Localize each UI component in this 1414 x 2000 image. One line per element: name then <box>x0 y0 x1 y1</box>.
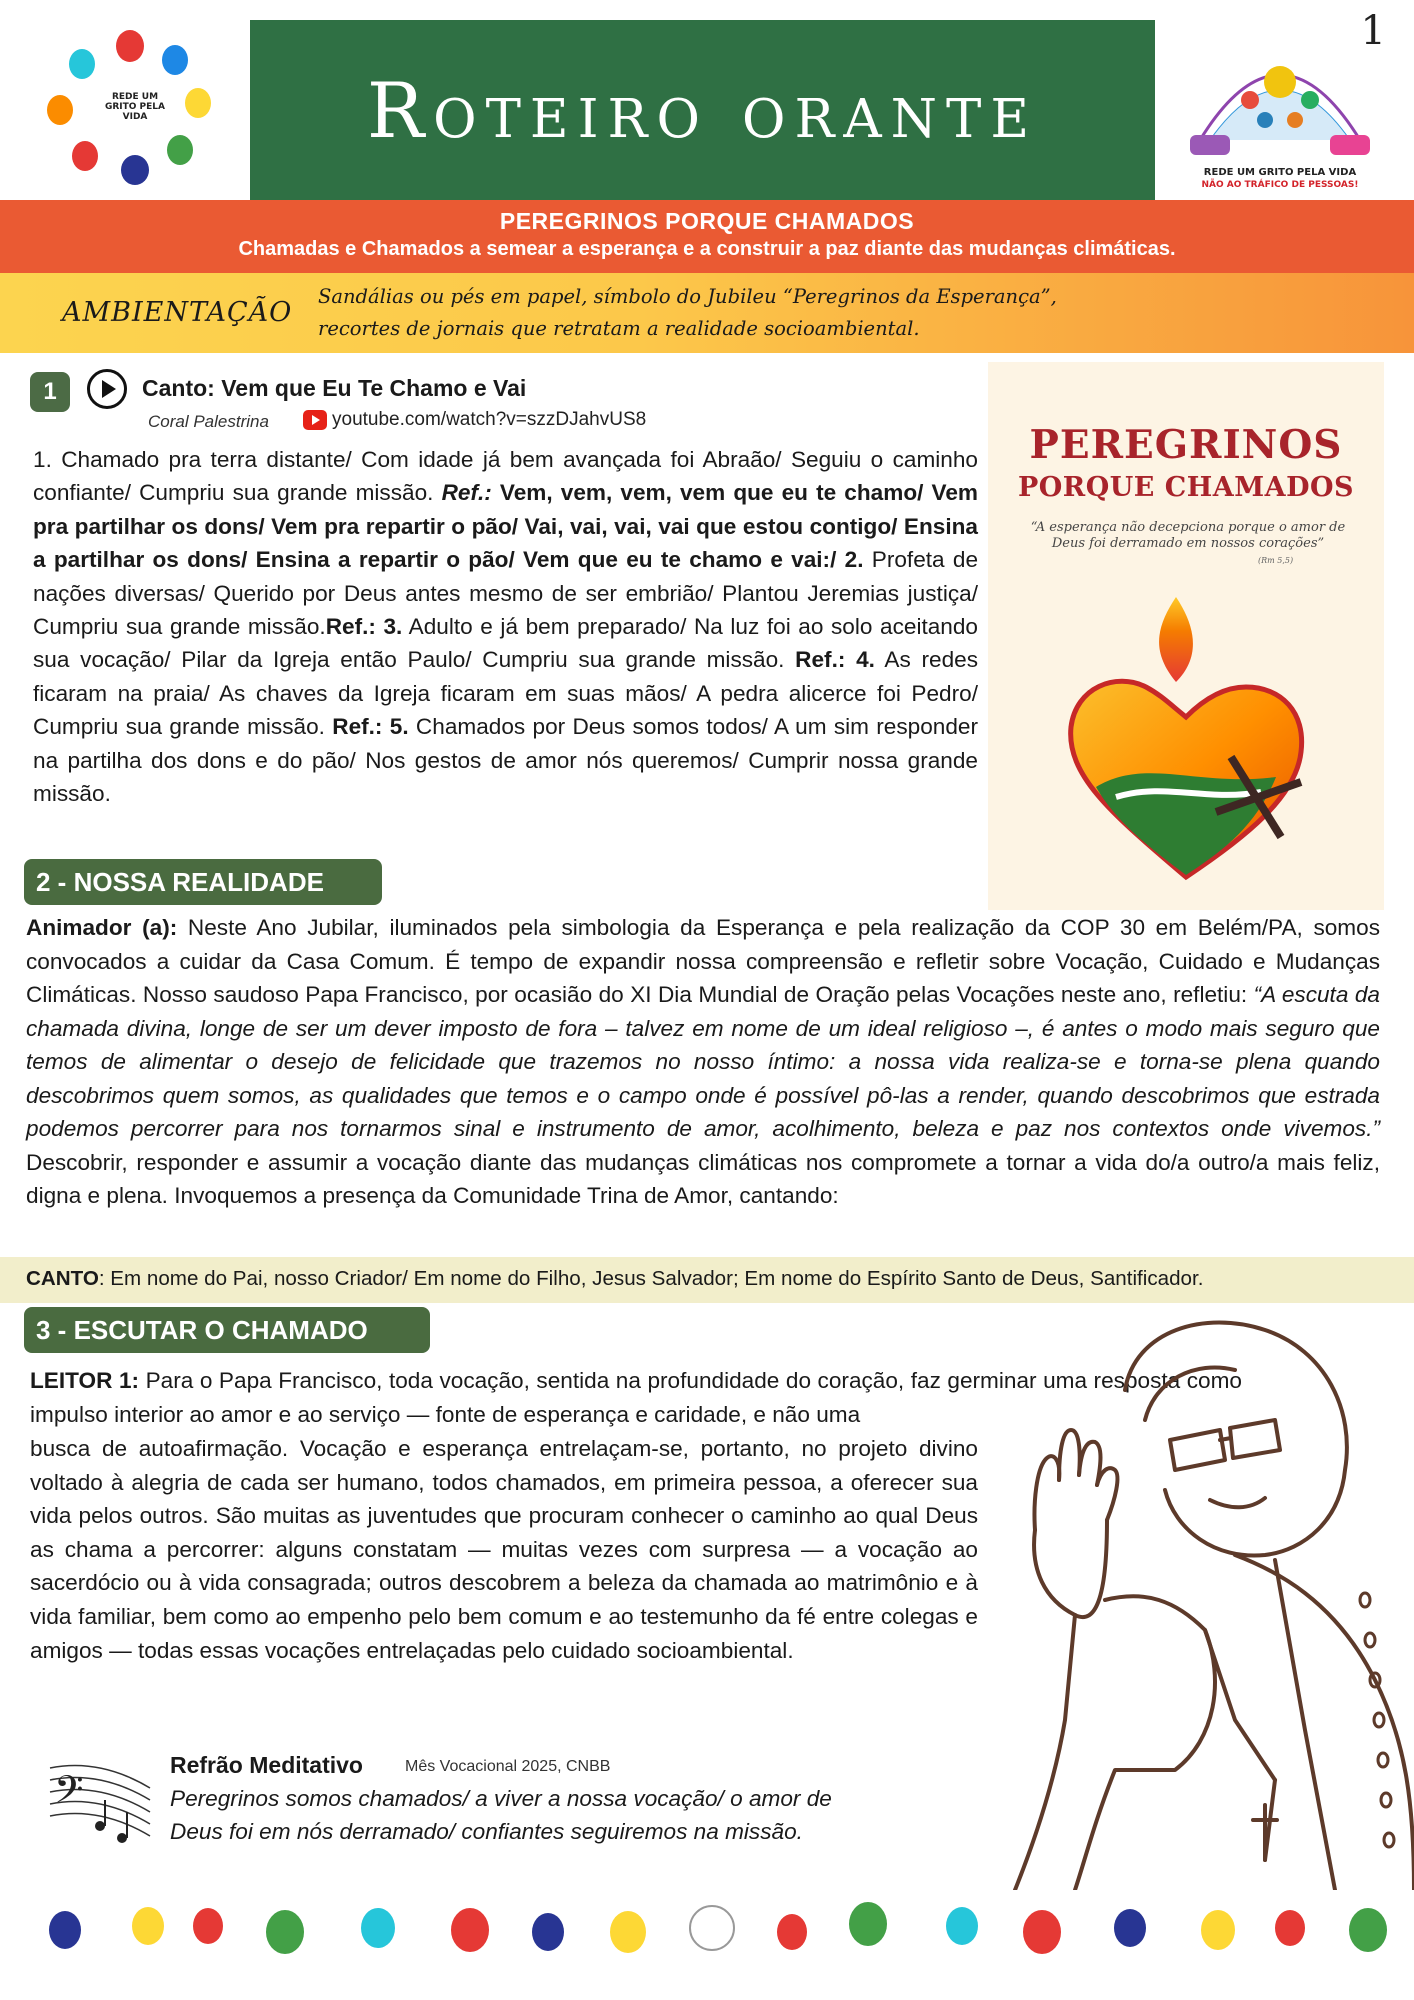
heart-flame-icon <box>1056 587 1316 887</box>
page-number: 1 <box>1360 8 1386 54</box>
refrao-line-2: Deus foi em nós derramado/ confiantes seguiremos na missão. <box>170 1819 803 1844</box>
pope-francis-drawing <box>975 1300 1414 1890</box>
refrao-credit: Mês Vocacional 2025, CNBB <box>405 1758 611 1775</box>
refrao-title: Refrão Meditativo <box>170 1752 363 1778</box>
lyrics-verse-1: 1. Chamado pra terra distante/ Com idade já bem avançada foi Abraão/ Seguiu o caminho confiante/ Cumpriu sua grande missão. <box>33 447 978 506</box>
animador-outro: Descobrir, responder e assumir a vocação diante das mudanças climáticas nos compromete a tornar a vida do/a outro/a mais feliz, digna e plena. Invoquemos a presença da Comunidade Trina de Amor, cantando: <box>26 1149 1380 1208</box>
logo-lancai-rede <box>1180 20 1380 195</box>
song-credit: Coral Palestrina <box>148 412 269 431</box>
lyrics-chorus: Vem, vem, vem, vem que eu te chamo/ Vem pra partilhar os dons/ Vem pra repartir o pão/ Vai, vai, vai, vai que estou contigo/ Ensina a partilhar os dons/ Ensina a repartir o pão/ Vem que eu te chamo e vai:/ 2. <box>33 480 978 573</box>
section-2-heading: 2 - NOSSA REALIDADE <box>24 859 382 905</box>
logo-rede-um-grito <box>40 28 220 188</box>
leitor-label: LEITOR 1: <box>30 1368 140 1393</box>
canto-label: CANTO <box>26 1267 99 1290</box>
title-banner <box>250 20 1155 200</box>
ambientacao-line-2: recortes de jornais que retratam a realidade socioambiental. <box>318 317 920 340</box>
theme-bar <box>0 200 1414 273</box>
refrao-text <box>170 1782 950 1848</box>
section-3-heading: 3 - ESCUTAR O CHAMADO <box>24 1307 430 1353</box>
poster-quote: “A esperança não decepciona porque o amor de Deus foi derramado em nossos corações” <box>1030 520 1346 551</box>
refrao-line-1: Peregrinos somos chamados/ a viver a nossa vocação/ o amor de <box>170 1786 832 1811</box>
song-url-link[interactable]: youtube.com/watch?v=szzDJahvUS8 <box>332 409 647 430</box>
song-lyrics <box>33 443 978 810</box>
leitor-text-1: Para o Papa Francisco, toda vocação, sentida na profundidade do coração, faz germinar uma resposta como impulso interior ao amor e ao serviço — fonte de esperança e caridade, e não uma <box>30 1368 1242 1427</box>
lyrics-ref-2: Ref.: 3. <box>325 614 403 640</box>
lyrics-ref-4: Ref.: 5. <box>332 714 409 740</box>
canto-bar <box>0 1257 1414 1303</box>
canto-lyrics: : Em nome do Pai, nosso Criador/ Em nome do Filho, Jesus Salvador; Em nome do Espírito Santo de Deus, Santificador. <box>98 1267 1204 1290</box>
animador-quote: “A escuta da chamada divina, longe de ser um dever imposto de fora – talvez em nome de um ideal religioso –, é antes o modo mais seguro que temos de alimentar o desejo de felicidade que trazemos no nosso íntimo: a nossa vida realiza-se e torna-se plena quando descobrimos quem somos, as qualidades que temos e o campo onde é possível pô-las a render, quando descobrimos que estrada podemos percorrer para nos tornarmos sinal e instrumento de amor, acolhimento, beleza e paz nos contextos onde vivemos.” <box>26 982 1380 1141</box>
lyrics-verse-4: As redes ficaram na praia/ As chaves da Igreja ficaram em suas mãos/ A pedra alicerce foi Pedro/ Cumpriu sua grande missão. <box>33 647 979 740</box>
ambientacao-bar <box>0 273 1414 353</box>
animador-intro: Neste Ano Jubilar, iluminados pela simbologia da Esperança e pela realização da COP 30 em Belém/PA, somos convocados a cuidar da Casa Comum. É tempo de expandir nossa compreensão e refletir sobre Vocação, Cuidado e Mudanças Climáticas. Nosso saudoso Papa Francisco, por ocasião do XI Dia Mundial de Oração pelas Vocações neste ano, refletiu: <box>26 915 1380 1007</box>
animador-label: Animador (a): <box>26 915 178 940</box>
youtube-icon[interactable] <box>302 409 328 431</box>
theme-title: PEREGRINOS PORQUE CHAMADOS <box>499 208 915 234</box>
page-title: Roteiro orante <box>366 65 1039 155</box>
poster-subtitle: PORQUE CHAMADOS <box>1017 472 1355 503</box>
footer-hands-row <box>0 1890 1414 1990</box>
svg-text:𝄢: 𝄢 <box>54 1767 84 1821</box>
poster-image <box>988 362 1384 910</box>
lyrics-ref-label: Ref.: <box>441 480 492 506</box>
logo-left-text: REDE UM GRITO PELA VIDA <box>104 92 166 122</box>
canto-text <box>26 1267 1396 1291</box>
logo-right-subtitle: NÃO AO TRÁFICO DE PESSOAS! <box>1201 180 1359 190</box>
lyrics-ref-3: Ref.: 4. <box>795 647 875 673</box>
ambientacao-text <box>318 281 1318 345</box>
logo-right-title: REDE UM GRITO PELA VIDA <box>1203 167 1357 178</box>
animador-paragraph <box>26 911 1380 1213</box>
theme-subtitle: Chamadas e Chamados a semear a esperança e a construir a paz diante das mudanças climáticas. <box>238 238 1176 260</box>
lyrics-verse-5: Chamados por Deus somos todos/ A um sim responder na partilha dos dons e do pão/ Nos gestos de amor nós queremos/ Cumprir nossa grande missão. <box>33 714 979 807</box>
play-icon[interactable] <box>86 368 128 410</box>
poster-title: PEREGRINOS <box>1029 422 1343 468</box>
ambientacao-label: AMBIENTAÇÃO <box>62 297 293 328</box>
lyrics-verse-2: Profeta de nações diversas/ Querido por Deus antes mesmo de ser embrião/ Plantou Jeremias justiça/ Cumpriu sua grande missão. <box>33 547 979 640</box>
leitor-paragraph-part-2: busca de autoafirmação. Vocação e esperança entrelaçam-se, portanto, no projeto divino voltado à alegria de cada ser humano, todos chamados, em primeira pessoa, a oferecer sua vida pelos outros. São muitas as juventudes que procuram conhecer o caminho ao qual Deus as chama a percorrer: alguns constatam — muitas vezes com surpresa — a vocação ao sacerdócio ou à vida consagrada; outros descobrem a beleza da chamada ao matrimônio e à vida familiar, bem como ao empenho pelo bem comum e ao testemunho da fé entre colegas e amigos — todas essas vocações entrelaçadas pelo cuidado socioambiental. <box>30 1436 978 1663</box>
section-1-number: 1 <box>30 372 70 412</box>
song-title: Canto: Vem que Eu Te Chamo e Vai <box>142 375 527 401</box>
ambientacao-line-1: Sandálias ou pés em papel, símbolo do Jubileu “Peregrinos da Esperança”, <box>318 285 1057 308</box>
net-hands-icon <box>1180 20 1380 165</box>
poster-reference: (Rm 5,5) <box>1258 556 1294 565</box>
music-staff-icon <box>40 1748 160 1858</box>
lyrics-verse-3: Adulto e já bem preparado/ Na luz foi ao solo aceitando sua vocação/ Pilar da Igreja então Paulo/ Cumpriu sua grande missão. <box>33 614 978 673</box>
